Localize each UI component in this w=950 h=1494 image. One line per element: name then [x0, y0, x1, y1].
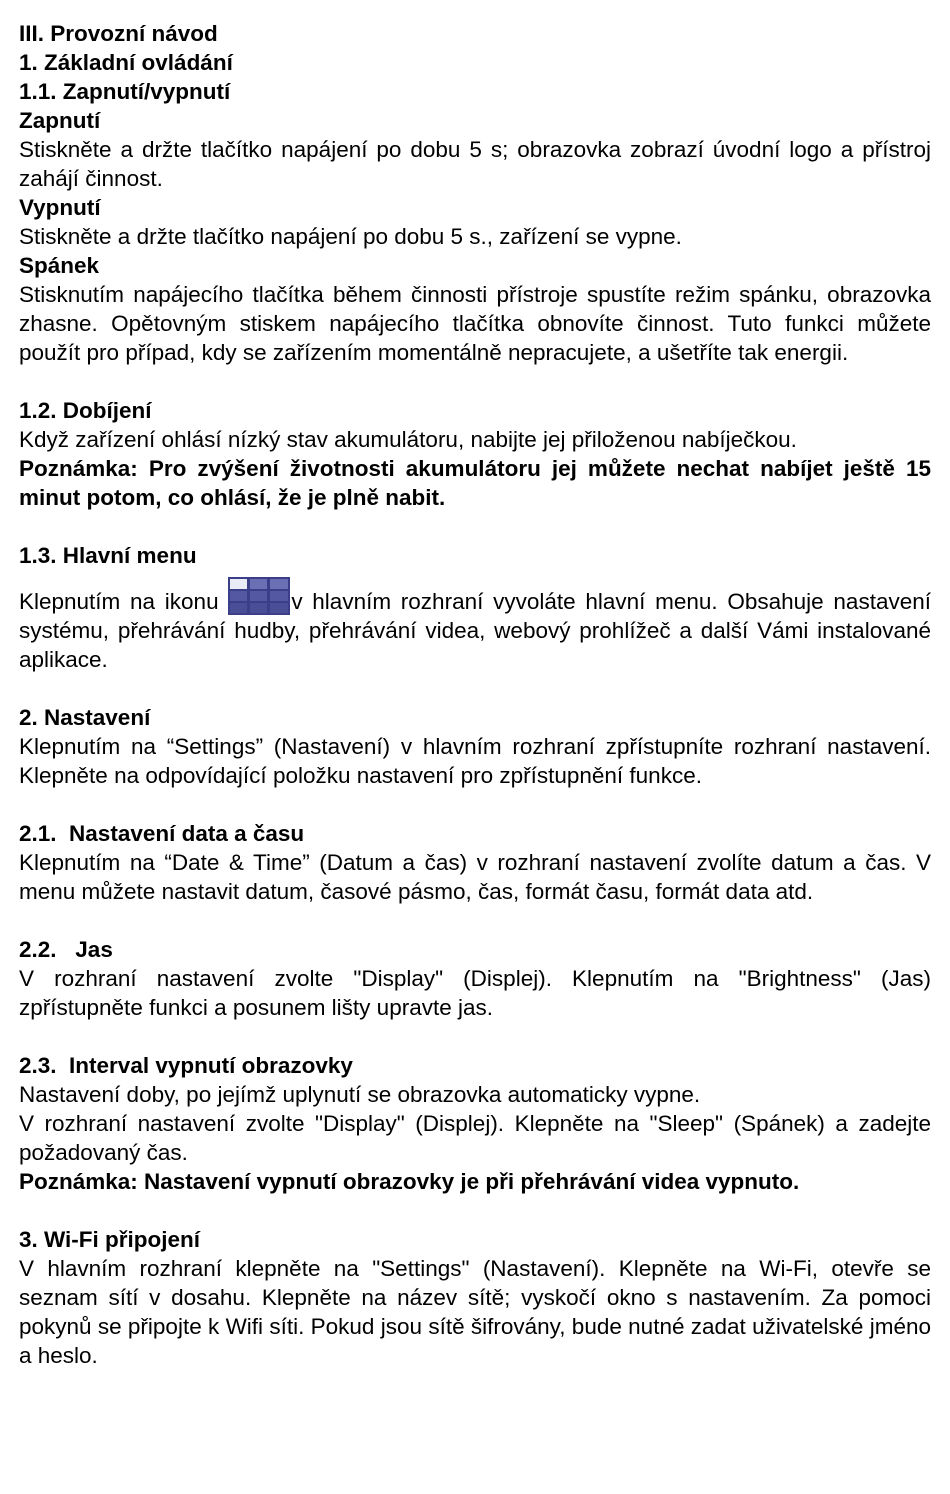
section-1-3-heading: 1.3. Hlavní menu: [19, 543, 197, 568]
power-off-heading: Vypnutí: [19, 195, 101, 220]
section-2-1-heading: [19, 819, 931, 848]
section-2-3-heading: [19, 1051, 931, 1080]
settings-text: Klepnutím na “Settings” (Nastavení) v hlavním rozhraní zpřístupníte rozhraní nastavení. Klepněte na odpovídající položku nastavení pro zpřístupnění funkce.: [19, 734, 931, 788]
document-title: III. Provozní návod: [19, 21, 218, 46]
section-2-2-title: Jas: [75, 937, 113, 962]
section-2-3-number: 2.3.: [19, 1053, 57, 1078]
charging-text: Když zařízení ohlásí nízký stav akumulátoru, nabijte jej přiloženou nabíječkou.: [19, 427, 797, 452]
section-2-2-heading: [19, 935, 931, 964]
menu-grid-icon: [228, 577, 290, 615]
main-menu-text-after: v hlavním rozhraní vyvoláte hlavní menu. Obsahuje nastavení systému, přehrávání hudby, přehrávání videa, webový prohlížeč a další Vámi instalované aplikace.: [19, 589, 931, 672]
section-2-1-number: 2.1.: [19, 821, 57, 846]
section-3-heading: 3. Wi-Fi připojení: [19, 1227, 201, 1252]
power-on-heading: Zapnutí: [19, 108, 101, 133]
section-1-1-heading: 1.1. Zapnutí/vypnutí: [19, 79, 231, 104]
sleep-text: Stisknutím napájecího tlačítka během činnosti přístroje spustíte režim spánku, obrazovka zhasne. Opětovným stiskem napájecího tlačítka obnovíte činnost. Tuto funkci můžete použít pro případ, kdy se zařízením momentálně nepracujete, a ušetříte tak energii.: [19, 282, 931, 365]
wifi-text: V hlavním rozhraní klepněte na "Settings" (Nastavení). Klepněte na Wi-Fi, otevře se seznam sítí v dosahu. Klepněte na název sítě; vyskočí okno s nastavením. Za pomoci pokynů se připojte k Wifi síti. Pokud jsou sítě šifrovány, bude nutné zadat uživatelské jméno a heslo.: [19, 1256, 931, 1368]
section-2-2-number: 2.2.: [19, 937, 57, 962]
screen-timeout-text-1: Nastavení doby, po jejímž uplynutí se obrazovka automaticky vypne.: [19, 1082, 701, 1107]
screen-timeout-note: Poznámka: Nastavení vypnutí obrazovky je při přehrávání videa vypnuto.: [19, 1169, 800, 1194]
section-2-heading: 2. Nastavení: [19, 705, 151, 730]
section-2-1-title: Nastavení data a času: [69, 821, 305, 846]
charging-note: Poznámka: Pro zvýšení životnosti akumulátoru jej můžete nechat nabíjet ještě 15 minut potom, co ohlásí, že je plně nabit.: [19, 456, 931, 510]
screen-timeout-text-2: V rozhraní nastavení zvolte "Display" (Displej). Klepněte na "Sleep" (Spánek) a zadejte požadovaný čas.: [19, 1111, 931, 1165]
sleep-heading: Spánek: [19, 253, 100, 278]
section-1-heading: 1. Základní ovládání: [19, 50, 233, 75]
brightness-text: V rozhraní nastavení zvolte "Display" (Displej). Klepnutím na "Brightness" (Jas) zpřístupněte funkci a posunem lišty upravte jas.: [19, 966, 931, 1020]
section-1-2-heading: 1.2. Dobíjení: [19, 398, 152, 423]
power-off-text: Stiskněte a držte tlačítko napájení po dobu 5 s., zařízení se vypne.: [19, 224, 682, 249]
main-menu-text-before: Klepnutím na ikonu: [19, 589, 219, 614]
power-on-text: Stiskněte a držte tlačítko napájení po dobu 5 s; obrazovka zobrazí úvodní logo a přístroj zahájí činnost.: [19, 137, 931, 191]
date-time-text: Klepnutím na “Date & Time” (Datum a čas) v rozhraní nastavení zvolíte datum a čas. V menu můžete nastavit datum, časové pásmo, čas, formát času, formát data atd.: [19, 850, 931, 904]
section-2-3-title: Interval vypnutí obrazovky: [69, 1053, 353, 1078]
main-menu-text: [19, 577, 931, 674]
